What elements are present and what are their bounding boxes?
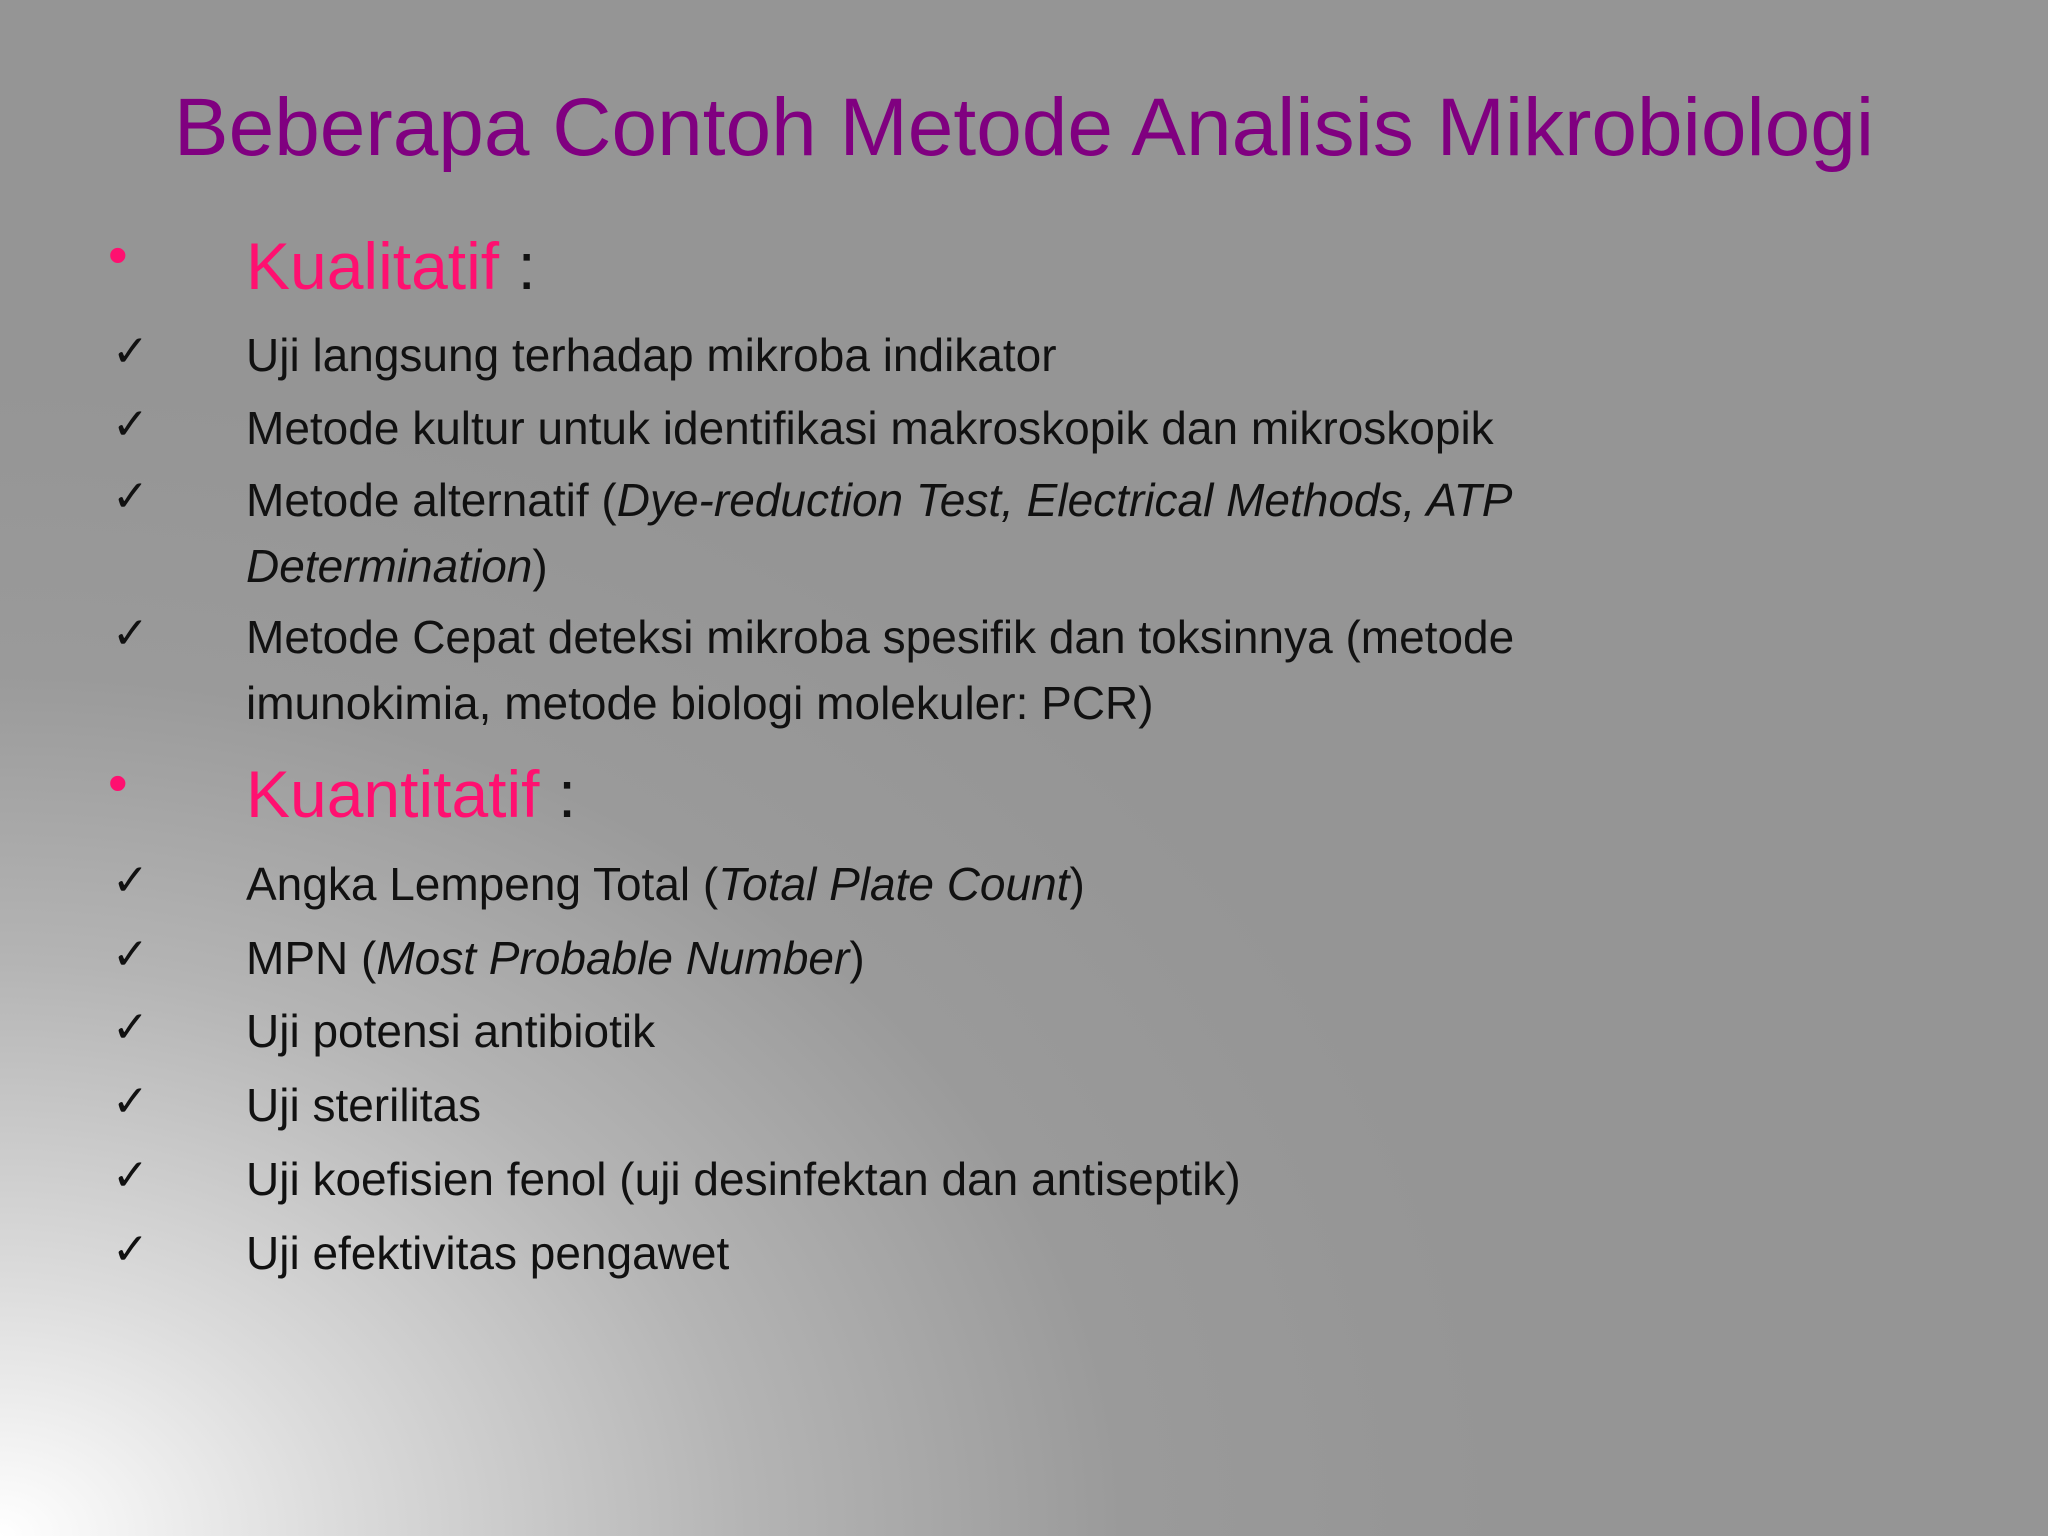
item-text-pre: MPN (: [246, 932, 377, 984]
checkmark-icon: ✓: [112, 1150, 149, 1201]
list-item-text: [246, 604, 1806, 736]
section-suffix: :: [539, 757, 577, 831]
list-item-text: Uji koefisien fenol (uji desinfektan dan antiseptik): [246, 1153, 1241, 1205]
checkmark-icon: ✓: [112, 929, 149, 980]
list-item-text: Uji potensi antibiotik: [246, 1005, 656, 1057]
section-heading-text: [246, 226, 536, 306]
list-item-text: [246, 925, 1806, 991]
slide-title: Beberapa Contoh Metode Analisis Mikrobiologi: [173, 82, 1875, 173]
checkmark-icon: ✓: [112, 608, 149, 659]
list-item-text: Uji langsung terhadap mikroba indikator: [246, 329, 1057, 381]
checkmark-icon: ✓: [112, 471, 149, 522]
list-item-text: Uji efektivitas pengawet: [246, 1227, 730, 1279]
list-item-line: Metode Cepat deteksi mikroba spesifik dan toksinnya (metode: [246, 611, 1515, 663]
bullet-dot: •: [108, 751, 128, 814]
item-text-post: ): [532, 540, 548, 592]
section-suffix: :: [499, 229, 536, 303]
list-item-line: [246, 467, 1806, 533]
item-text-post: ): [1069, 858, 1085, 910]
section-label: Kuantitatif: [246, 757, 540, 831]
checkmark-icon: ✓: [112, 1076, 149, 1127]
checkmark-icon: ✓: [112, 1002, 149, 1053]
list-item-text: Metode kultur untuk identifikasi makroskopik dan mikroskopik: [246, 402, 1494, 454]
section-label: Kualitatif: [246, 229, 500, 303]
bullet-dot: •: [108, 223, 128, 286]
section-heading-text: [246, 754, 576, 834]
checkmark-icon: ✓: [112, 1224, 149, 1275]
checkmark-icon: ✓: [112, 326, 149, 377]
list-item-line: [246, 533, 1806, 599]
list-item-text: [246, 467, 1806, 599]
item-text-italic: Total Plate Count: [718, 858, 1070, 910]
list-item-text: [246, 851, 1806, 917]
checkmark-icon: ✓: [112, 399, 149, 450]
item-text-post: ): [849, 932, 865, 984]
item-text-italic: Most Probable Number: [376, 932, 850, 984]
list-item-line: imunokimia, metode biologi molekuler: PCR): [246, 677, 1154, 729]
item-text-italic: Determination: [246, 540, 533, 592]
item-text-italic: Dye-reduction Test, Electrical Methods, ATP: [616, 474, 1513, 526]
list-item-text: Uji sterilitas: [246, 1079, 482, 1131]
item-text-pre: Metode alternatif (: [246, 474, 617, 526]
checkmark-icon: ✓: [112, 855, 149, 906]
item-text-pre: Angka Lempeng Total (: [246, 858, 719, 910]
